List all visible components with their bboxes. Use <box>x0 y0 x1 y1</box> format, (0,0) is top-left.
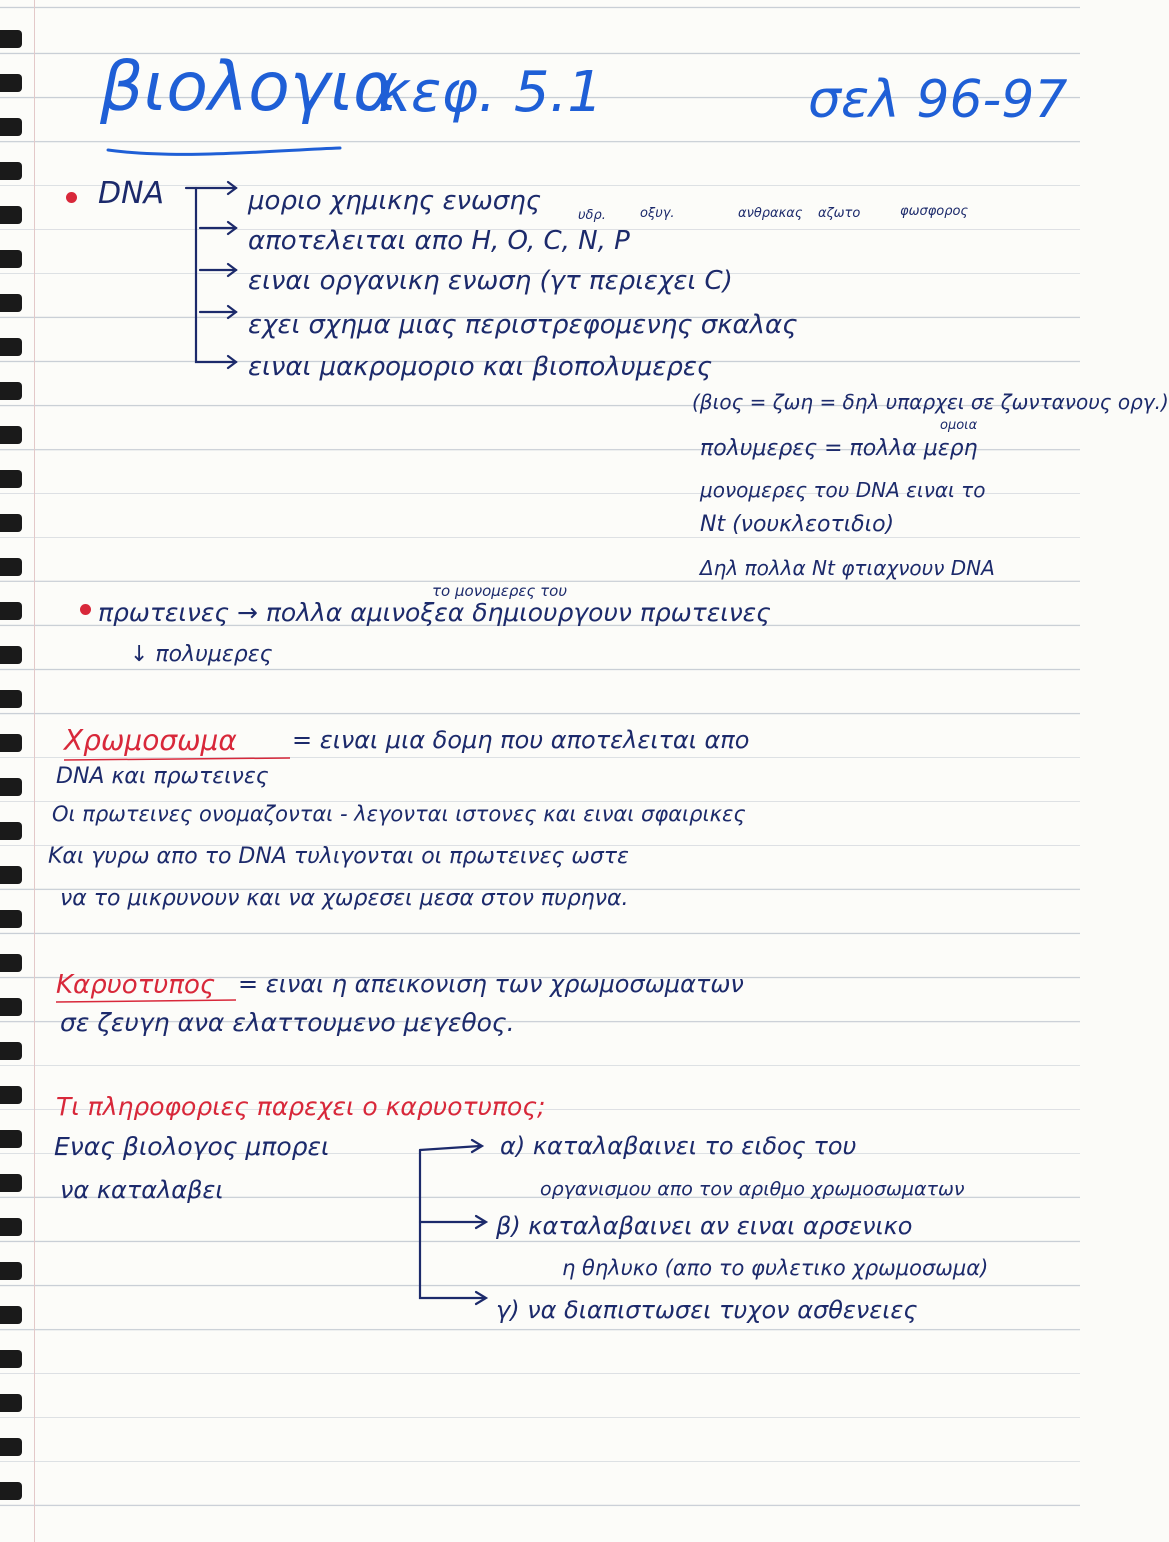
protein-above: το μονομερες του <box>432 582 567 600</box>
dna-label: DNA <box>98 176 165 211</box>
note-phosphorus: φωσφορος <box>900 204 969 219</box>
protein-sub: ↓ πολυμερες <box>130 642 273 667</box>
chromosome-line-5: να το μικρυνουν και να χωρεσει μεσα στον πυρηνα. <box>60 886 629 911</box>
dna-line-5: ειναι μακρομοριο και βιοπολυμερες <box>248 352 713 382</box>
chromosome-line-2: DNA και πρωτεινες <box>56 764 269 789</box>
question-left-2: να καταλαβει <box>60 1176 224 1204</box>
karyotype-underline <box>56 1000 236 1002</box>
page-title: βιολογια <box>100 48 398 127</box>
question-left-1: Ενας βιολογος μπορει <box>54 1132 330 1161</box>
note-similar: ομοια <box>940 418 978 433</box>
note-polymer: πολυμερες = πολλα μερη <box>700 436 978 461</box>
note-hydrogen: υδρ. <box>578 208 606 223</box>
answer-b-cont: η θηλυκο (απο το φυλετικο χρωμοσωμα) <box>562 1256 989 1280</box>
page-range: σελ 96-97 <box>808 70 1068 130</box>
dna-line-4: εχει σχημα μιας περιστρεφομενης σκαλας <box>248 310 798 340</box>
answer-a: α) καταλαβαινει το ειδος του <box>500 1132 857 1160</box>
chromosome-underline <box>64 758 290 760</box>
note-monomer: μονομερες του DNA ειναι το <box>700 478 986 502</box>
dna-line-2: αποτελειται απο H, O, C, N, P <box>248 226 630 256</box>
karyotype-line-1: = ειναι η απεικονιση των χρωμοσωματων <box>238 970 744 998</box>
protein-line: πρωτεινες → πολλα αμινοξεα δημιουργουν πρωτεινες <box>98 598 771 627</box>
chromosome-line-4: Και γυρω απο το DNA τυλιγονται οι πρωτεινες ωστε <box>48 844 629 869</box>
note-nucleotide: Nt (νουκλεοτιδιο) <box>700 512 895 537</box>
chromosome-line-1: = ειναι μια δομη που αποτελειται απο <box>292 726 750 754</box>
dna-line-1: μοριο χημικης ενωσης <box>248 186 542 216</box>
note-many-nt: Δηλ πολλα Nt φτιαχνουν DNA <box>700 556 995 580</box>
dna-arrowheads <box>228 182 236 368</box>
answer-b: β) καταλαβαινει αν ειναι αρσενικο <box>496 1212 913 1240</box>
answer-c: γ) να διαπιστωσει τυχον ασθενειες <box>496 1296 918 1324</box>
chromosome-line-3: Οι πρωτεινες ονομαζονται - λεγονται ιστονες και ειναι σφαιρικες <box>52 802 746 826</box>
question-title: Τι πληροφοριες παρεχει ο καρυοτυπος; <box>56 1092 546 1121</box>
answer-a-cont: οργανισμου απο τον αριθμο χρωμοσωματων <box>540 1178 965 1200</box>
question-arrow-a <box>420 1140 482 1152</box>
karyotype-line-2: σε ζευγη ανα ελαττουμενο μεγεθος. <box>60 1008 515 1037</box>
note-bios: (βιος = ζωη = δηλ υπαρχει σε ζωντανους οργ.) <box>692 390 1169 414</box>
karyotype-term: Καρυοτυπος <box>56 970 216 1000</box>
note-carbon: ανθρακας <box>738 206 803 221</box>
chapter-label: κεφ. 5.1 <box>378 60 603 125</box>
note-nitrogen: αζωτο <box>818 206 861 221</box>
question-bracket <box>420 1150 484 1298</box>
title-underline <box>108 148 340 154</box>
note-oxygen: οξυγ. <box>640 206 675 221</box>
question-arrow-b <box>420 1216 486 1228</box>
chromosome-term: Χρωμοσωμα <box>64 724 237 757</box>
dna-line-3: ειναι οργανικη ενωση (γτ περιεχει C) <box>248 266 733 296</box>
